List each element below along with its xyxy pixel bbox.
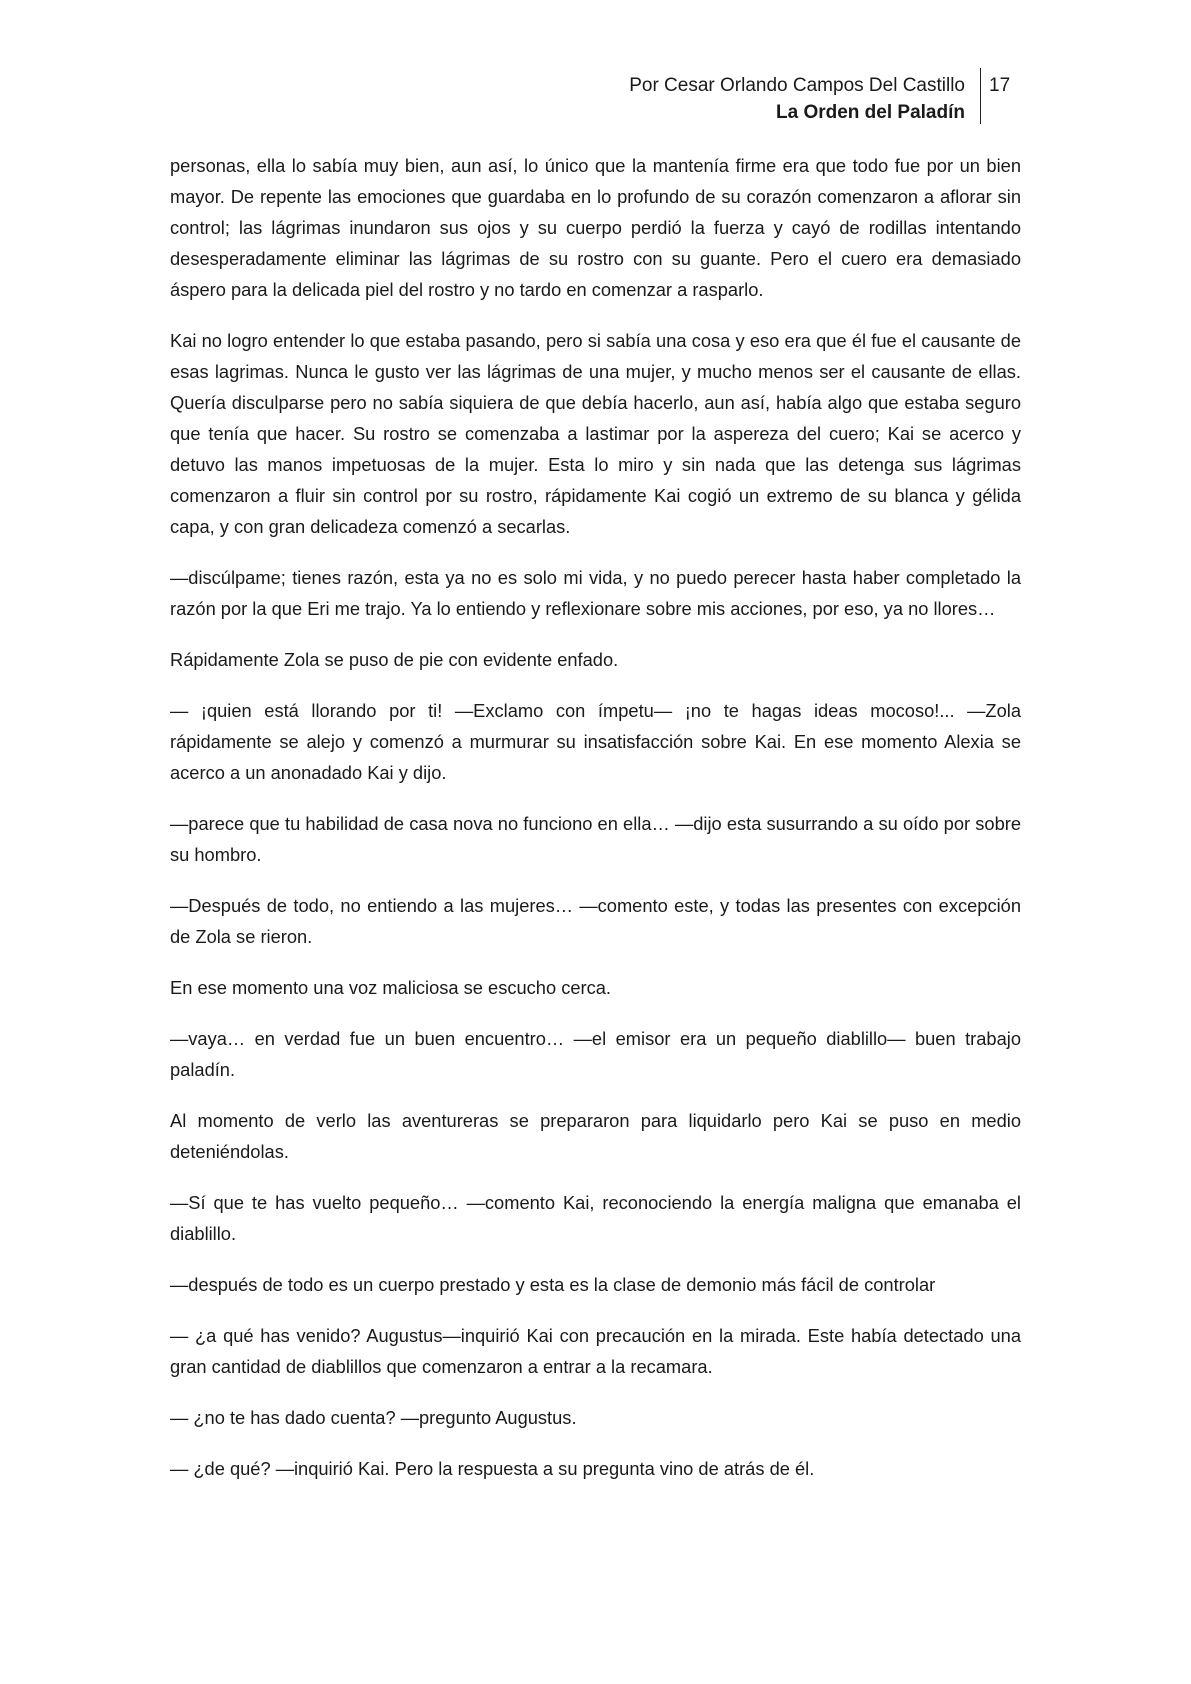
page-header — [560, 68, 1021, 124]
paragraph: —discúlpame; tienes razón, esta ya no es solo mi vida, y no puedo perecer hasta haber completado la razón por la que Eri me trajo. Ya lo entiendo y reflexionare sobre mis acciones, por eso, ya no llores… — [170, 567, 1021, 619]
paragraph: — ¿a qué has venido? Augustus—inquirió Kai con precaución en la mirada. Este había detectado una gran cantidad de diablillos que comenzaron a entrar a la recamara. — [170, 1325, 1021, 1377]
paragraph: Al momento de verlo las aventureras se prepararon para liquidarlo pero Kai se puso en medio deteniéndolas. — [170, 1110, 1021, 1162]
header-text-block — [629, 72, 965, 126]
header-book-title: La Orden del Paladín — [776, 102, 965, 123]
paragraph: — ¿de qué? —inquirió Kai. Pero la respuesta a su pregunta vino de atrás de él. — [170, 1458, 815, 1479]
paragraph: — ¿no te has dado cuenta? —pregunto Augustus. — [170, 1407, 577, 1428]
paragraph: —después de todo es un cuerpo prestado y esta es la clase de demonio más fácil de controlar — [170, 1274, 936, 1295]
paragraph: Rápidamente Zola se puso de pie con evidente enfado. — [170, 649, 619, 670]
header-author: Por Cesar Orlando Campos Del Castillo — [629, 75, 965, 96]
paragraph: Kai no logro entender lo que estaba pasando, pero si sabía una cosa y eso era que él fue el causante de esas lagrimas. Nunca le gusto ver las lágrimas de una mujer, y mucho menos ser el causante de ellas. Quería disculparse pero no sabía siquiera de que debía hacerlo, aun así, había algo que estaba seguro que tenía que hacer. Su rostro se comenzaba a lastimar por la aspereza del cuero; Kai se acerco y detuvo las manos impetuosas de la mujer. Esta lo miro y sin nada que las detenga sus lágrimas comenzaron a fluir sin control por su rostro, rápidamente Kai cogió un extremo de su blanca y gélida capa, y con gran delicadeza comenzó a secarlas. — [170, 330, 1021, 537]
paragraph: —vaya… en verdad fue un buen encuentro… —el emisor era un pequeño diablillo— buen trabajo paladín. — [170, 1028, 1021, 1080]
paragraph: —parece que tu habilidad de casa nova no funciono en ella… —dijo esta susurrando a su oído por sobre su hombro. — [170, 813, 1021, 865]
paragraph: — ¡quien está llorando por ti! —Exclamo con ímpetu— ¡no te hagas ideas mocoso!... —Zola rápidamente se alejo y comenzó a murmurar su insatisfacción sobre Kai. En ese momento Alexia se acerco a un anonadado Kai y dijo. — [170, 700, 1021, 783]
header-divider — [980, 68, 981, 124]
paragraph: —Después de todo, no entiendo a las mujeres… —comento este, y todas las presentes con excepción de Zola se rieron. — [170, 895, 1021, 947]
paragraph: —Sí que te has vuelto pequeño… —comento Kai, reconociendo la energía maligna que emanaba el diablillo. — [170, 1192, 1021, 1244]
paragraph: personas, ella lo sabía muy bien, aun así, lo único que la mantenía firme era que todo fue por un bien mayor. De repente las emociones que guardaba en lo profundo de su corazón comenzaron a aflorar sin control; las lágrimas inundaron sus ojos y su cuerpo perdió la fuerza y cayó de rodillas intentando desesperadamente eliminar las lágrimas de su rostro con su guante. Pero el cuero era demasiado áspero para la delicada piel del rostro y no tardo en comenzar a rasparlo. — [170, 155, 1021, 300]
paragraph: En ese momento una voz maliciosa se escucho cerca. — [170, 977, 611, 998]
page-number: 17 — [989, 75, 1011, 96]
body-text — [170, 150, 1021, 1504]
